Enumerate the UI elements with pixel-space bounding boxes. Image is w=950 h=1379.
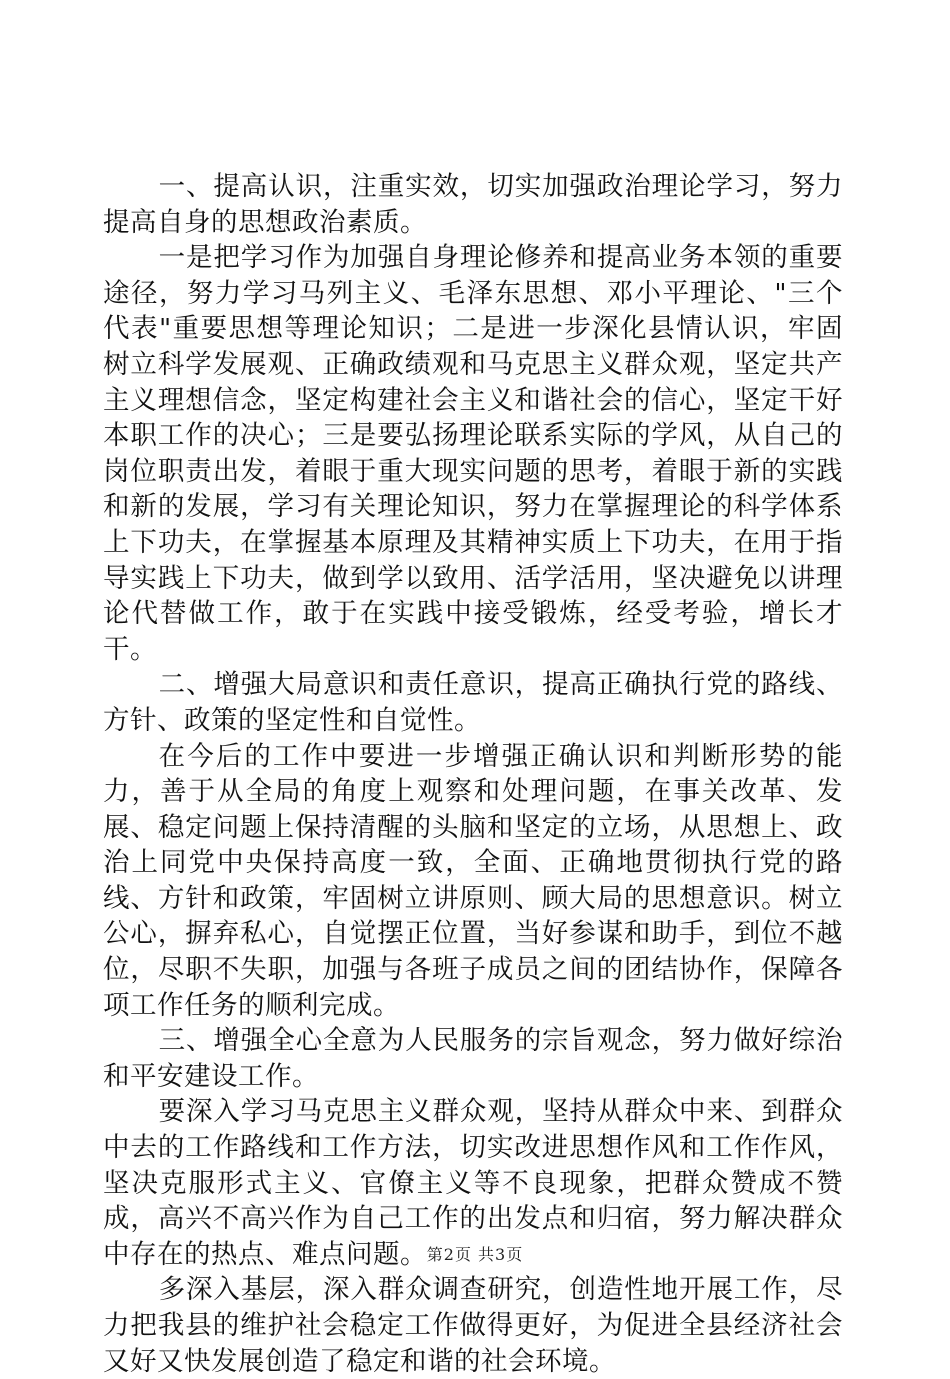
heading-1: 一、提高认识，注重实效，切实加强政治理论学习，努力提高自身的思想政治素质。 xyxy=(103,171,843,238)
page-number: 第2页 共3页 xyxy=(426,1245,524,1264)
paragraph-2: 在今后的工作中要进一步增强正确认识和判断形势的能力，善于从全局的角度上观察和处理问题，在事关改革、发展、稳定问题上保持清醒的头脑和坚定的立场，从思想上、政治上同党中央保持高度一致，全面、正确地贯彻执行党的路线、方针和政策，牢固树立讲原则、顾大局的思想意识。树立公心，摒弃私心，自觉摆正位置，当好参谋和助手，到位不越位，尽职不失职，加强与各班子成员之间的团结协作，保障各项工作任务的顺利完成。 xyxy=(103,740,843,1021)
document-body xyxy=(103,169,843,1379)
paragraph-3: 要深入学习马克思主义群众观，坚持从群众中来、到群众中去的工作路线和工作方法，切实改进思想作风和工作作风，坚决克服形式主义、官僚主义等不良现象，把群众赞成不赞成，高兴不高兴作为自己工作的出发点和归宿，努力解决群众中存在的热点、难点问题。 xyxy=(103,1096,843,1270)
heading-3: 三、增强全心全意为人民服务的宗旨观念，努力做好综治和平安建设工作。 xyxy=(103,1025,843,1092)
paragraph-4: 多深入基层，深入群众调查研究，创造性地开展工作，尽力把我县的维护社会稳定工作做得更好，为促进全县经济社会又好又快发展创造了稳定和谐的社会环境。 xyxy=(103,1274,843,1377)
heading-2: 二、增强大局意识和责任意识，提高正确执行党的路线、方针、政策的坚定性和自觉性。 xyxy=(103,669,843,736)
paragraph-1: 一是把学习作为加强自身理论修养和提高业务本领的重要途径，努力学习马列主义、毛泽东思想、邓小平理论、"三个代表"重要思想等理论知识；二是进一步深化县情认识，牢固树立科学发展观、正确政绩观和马克思主义群众观，坚定共产主义理想信念，坚定构建社会主义和谐社会的信心，坚定干好本职工作的决心；三是要弘扬理论联系实际的学风，从自己的岗位职责出发，着眼于重大现实问题的思考，着眼于新的实践和新的发展，学习有关理论知识，努力在掌握理论的科学体系上下功夫，在掌握基本原理及其精神实质上下功夫，在用于指导实践上下功夫，做到学以致用、活学活用，坚决避免以讲理论代替做工作，敢于在实践中接受锻炼，经受考验，增长才干。 xyxy=(103,242,843,665)
